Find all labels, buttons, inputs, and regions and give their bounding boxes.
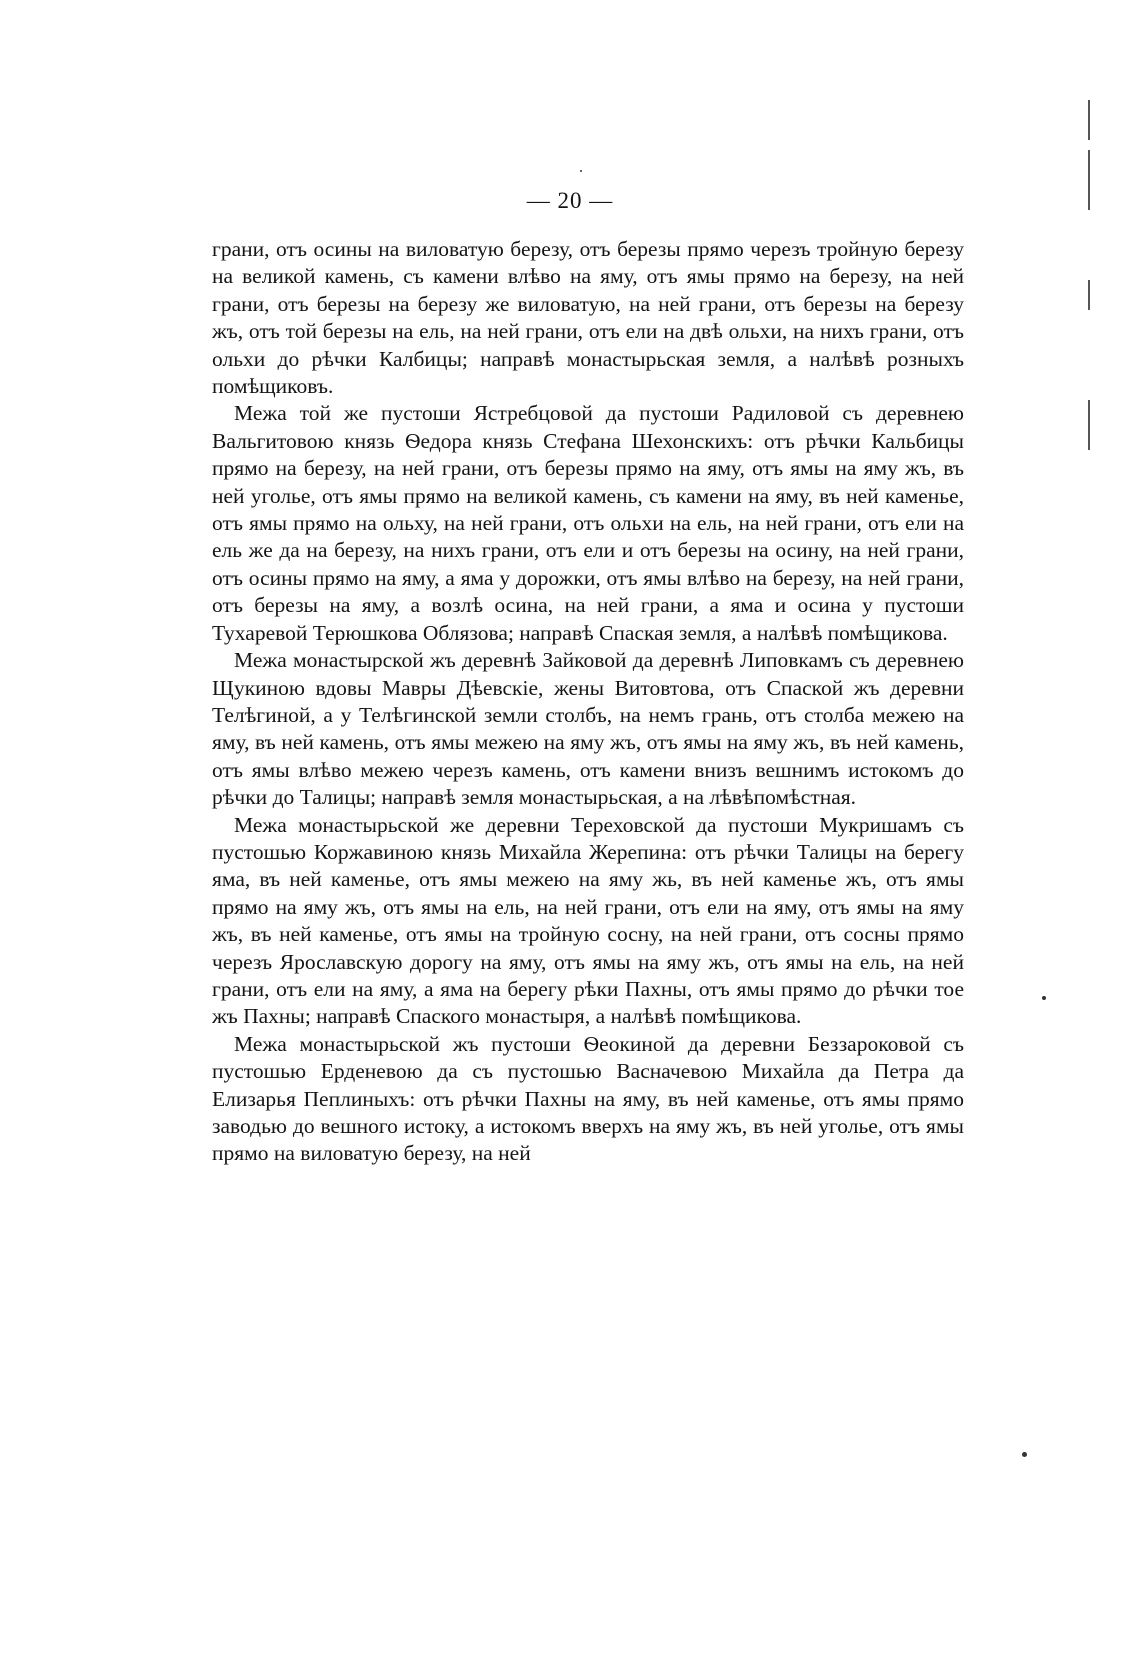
scan-speck [1042, 996, 1046, 1000]
paragraph-yastrebtsova-boundary: Межа той же пустоши Ястребцовой да пустоши Радиловой съ деревнею Вальгитовою князь Ѳедора князь Стефана Шехонскихъ: отъ рѣчки Кальбицы прямо на березу, на ней грани, отъ березы прямо на яму, отъ ямы на яму жъ, въ ней уголье, отъ ямы прямо на великой камень, съ камени на яму, въ ней каменье, отъ ямы прямо на ольху, на ней грани, отъ ольхи на ель, на ней грани, отъ ели на ель же да на березу, на нихъ грани, отъ ели и отъ березы на осину, на ней грани, отъ осины прямо на яму, а яма у дорожки, отъ ямы влѣво на березу, на ней грани, отъ березы на яму, а возлѣ осина, на ней грани, а яма и осина у пустоши Тухаревой Терюшкова Облязова; направѣ Спаская земля, а налѣвѣ помѣщикова. [212, 401, 964, 645]
paragraph-continuation: грани, отъ осины на виловатую березу, отъ березы прямо черезъ тройную березу на великой камень, съ камени влѣво на яму, отъ ямы прямо на березу, на ней грани, отъ березы на березу же виловатую, на ней грани, отъ березы на березу жъ, отъ той березы на ель, на ней грани, отъ ели на двѣ ольхи, на нихъ грани, отъ ольхи до рѣчки Калбицы; направѣ монастырьская земля, а налѣвѣ розныхъ помѣщиковъ. [212, 237, 964, 399]
scan-speck [580, 170, 582, 172]
paragraph-feokina-boundary: Межа монастырьской жъ пустоши Ѳеокиной да деревни Беззароковой съ пустошью Ерденевою да съ пустошью Васначевою Михайла да Петра да Елизарья Пеплиныхъ: отъ рѣчки Пахны на яму, въ ней каменье, отъ ямы прямо заводью до вешного истоку, а истокомъ вверхъ на яму жъ, въ ней уголье, отъ ямы прямо на виловатую березу, на ней [212, 1031, 964, 1166]
body-text [212, 236, 964, 1168]
scan-speck [1022, 1452, 1027, 1457]
scan-edge-mark [1088, 100, 1090, 140]
scan-edge-mark [1088, 150, 1090, 210]
scan-edge-mark [1088, 280, 1090, 310]
paragraph-zaikova-boundary: Межа монастырской жъ деревнѣ Зайковой да деревнѣ Липовкамъ съ деревнею Щукиною вдовы Мавры Дѣевскіе, жены Витовтова, отъ Спаской жъ деревни Телѣгиной, а у Телѣгинской земли столбъ, на немъ грань, отъ столба межею на яму, въ ней камень, отъ ямы межею на яму жъ, отъ ямы на яму жъ, въ ней камень, отъ ямы влѣво межею черезъ камень, отъ камени внизъ вешнимъ истокомъ до рѣчки до Талицы; направѣ земля монастырьская, а на лѣвѣпомѣстная. [212, 648, 964, 810]
page-number: — 20 — [526, 188, 614, 213]
scan-edge-mark [1088, 400, 1090, 450]
paragraph-terekhovskaya-boundary: Межа монастырьской же деревни Тереховской да пустоши Мукришамъ съ пустошью Коржавиною князь Михайла Жерепина: отъ рѣчки Талицы на берегу яма, въ ней каменье, отъ ямы межею на яму жь, въ ней каменье жъ, отъ ямы прямо на яму жъ, отъ ямы на ель, на ней грани, отъ ели на яму, отъ ямы на яму жъ, въ ней каменье, отъ ямы на тройную сосну, на ней грани, отъ сосны прямо черезъ Ярославскую дорогу на яму, отъ ямы на яму жъ, отъ ямы на ель, на ней грани, отъ ели на яму, а яма на берегу рѣки Пахны, отъ ямы прямо до рѣчки тое жъ Пахны; направѣ Спаского монастыря, а налѣвѣ помѣщикова. [212, 812, 964, 1029]
